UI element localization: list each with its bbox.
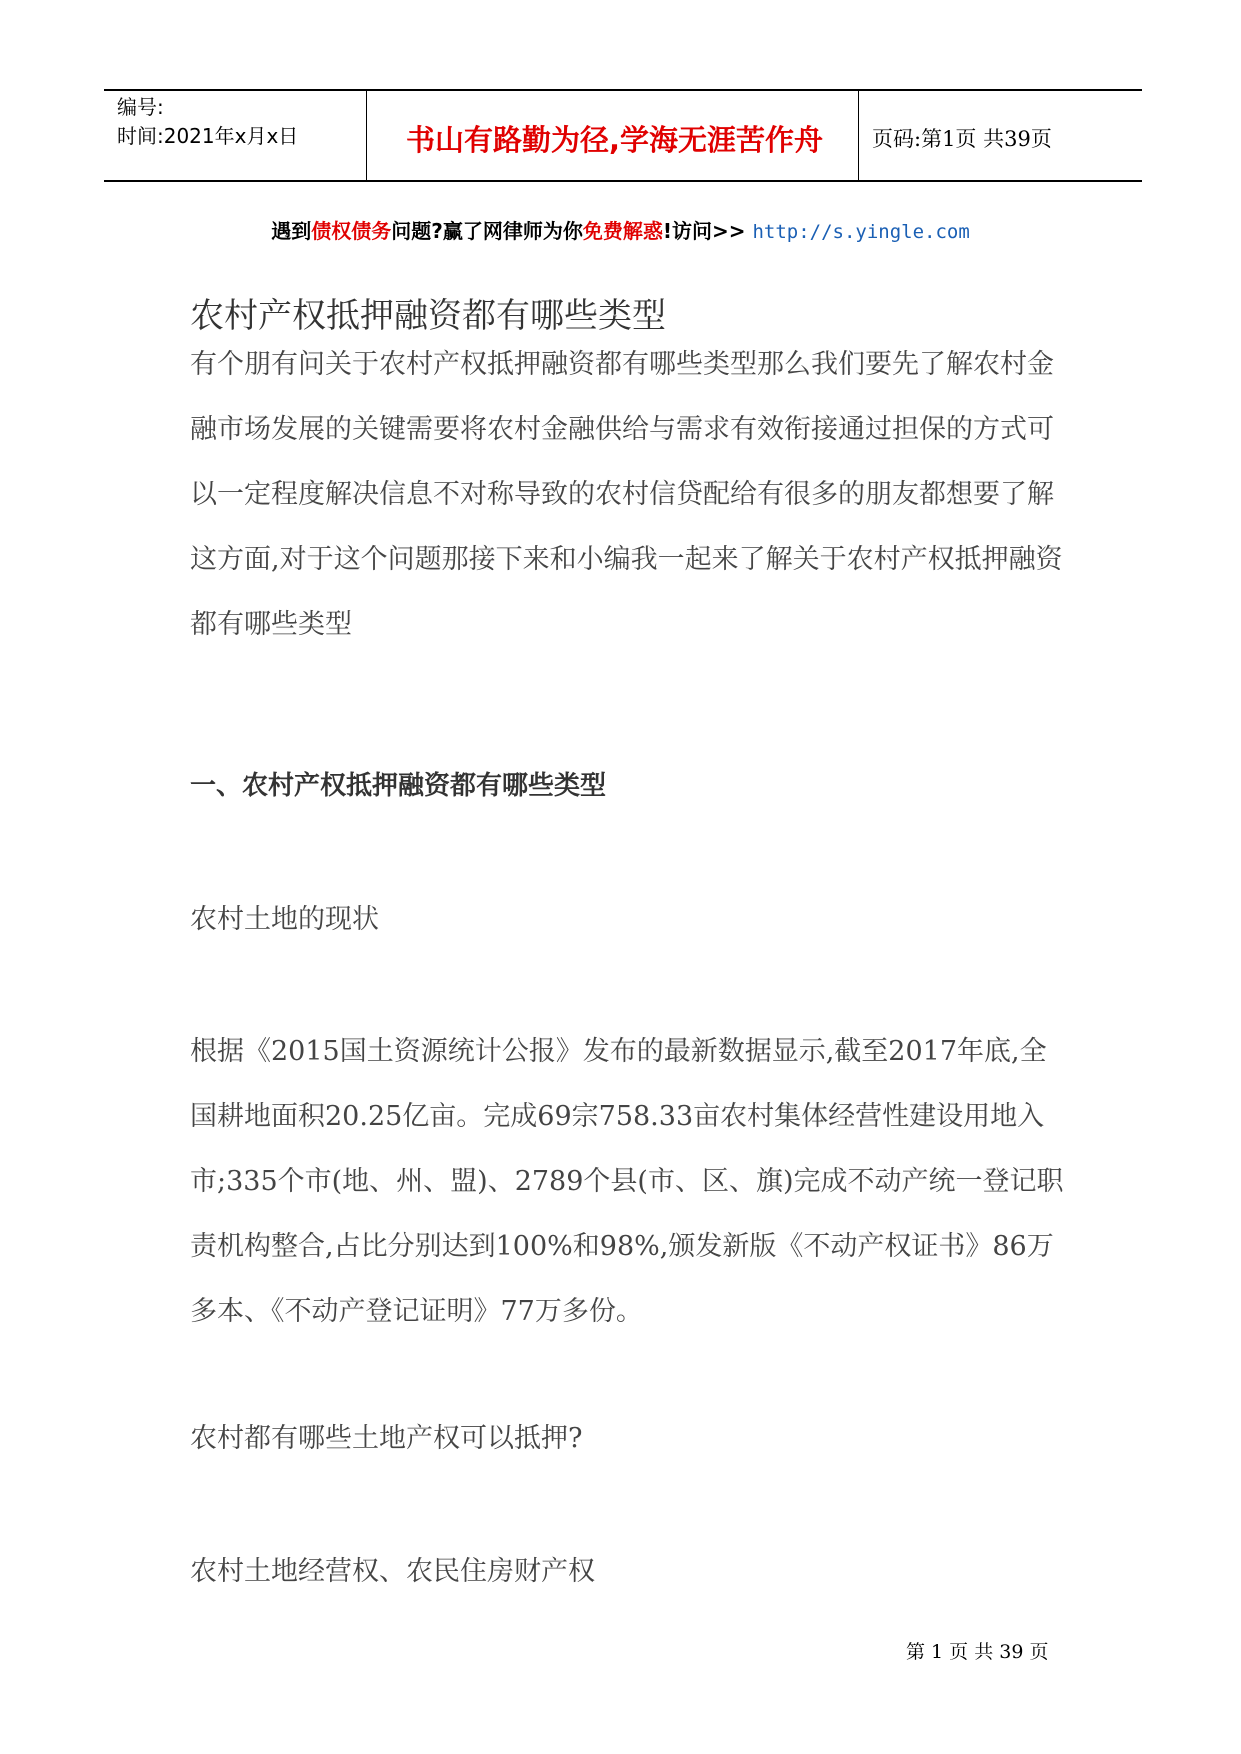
header-divider-left [366, 90, 367, 181]
promo-text-1: 遇到 [271, 219, 312, 243]
document-time-label: 时间:2021年x月x日 [117, 124, 299, 148]
footer-page-info: 第 1 页 共 39 页 [906, 1641, 1049, 1663]
promo-text-3: !访问>> [662, 219, 746, 243]
header-bottom-rule [104, 180, 1142, 182]
statistics-paragraph: 根据《2015国土资源统计公报》发布的最新数据显示,截至2017年底,全国耕地面积20.25亿亩。完成69宗758.33亩农村集体经营性建设用地入市;335个市(地、州、盟)、2789个县(市、区、旗)完成不动产统一登记职责机构整合,占比分别达到100%和98%,颁发新版《不动产权证书》86万多本、《不动产登记证明》77万多份。 [190, 1036, 1064, 1327]
subheading-land-status: 农村土地的现状 [190, 904, 379, 935]
answer-line: 农村土地经营权、农民住房财产权 [190, 1556, 595, 1587]
article-title: 农村产权抵押融资都有哪些类型 [190, 296, 666, 336]
header-meta [117, 93, 298, 151]
article-intro-paragraph: 有个朋有问关于农村产权抵押融资都有哪些类型那么我们要先了解农村金融市场发展的关键需要将农村金融供给与需求有效衔接通过担保的方式可以一定程度解决信息不对称导致的农村信贷配给有很多的朋友都想要了解这方面,对于这个问题那接下来和小编我一起来了解关于农村产权抵押融资都有哪些类型 [190, 349, 1063, 640]
promo-highlight-free: 免费解惑 [582, 219, 663, 243]
section-heading: 一、农村产权抵押融资都有哪些类型 [190, 771, 607, 801]
question-line: 农村都有哪些土地产权可以抵押? [190, 1423, 583, 1454]
promo-banner [0, 215, 1241, 244]
promo-highlight-debt: 债权债务 [311, 219, 392, 243]
header-motto: 书山有路勤为径,学海无涯苦作舟 [405, 123, 824, 157]
document-number-label: 编号: [117, 95, 164, 119]
promo-text-2: 问题?赢了网律师为你 [391, 219, 583, 243]
header-top-rule [104, 89, 1142, 91]
promo-link[interactable]: http://s.yingle.com [752, 221, 970, 243]
header-page-info: 页码:第1页 共39页 [872, 127, 1052, 151]
